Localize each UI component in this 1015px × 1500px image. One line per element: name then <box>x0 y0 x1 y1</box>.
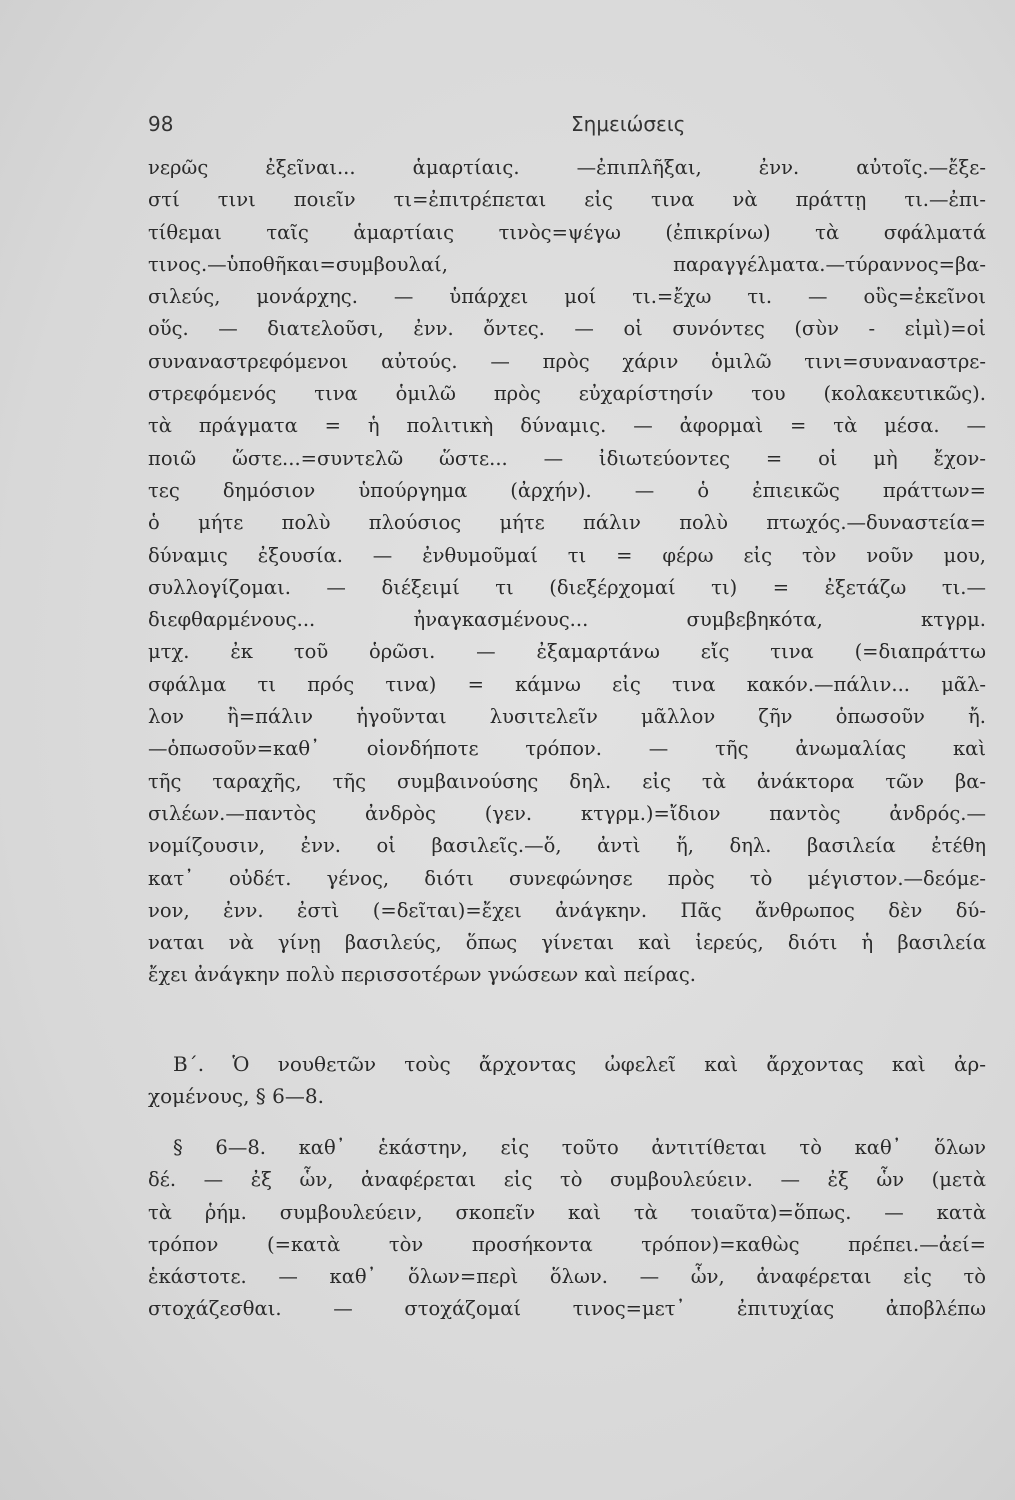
running-title: Σημειώσεις <box>571 112 686 136</box>
text-line: τινος.—ὑποθῆκαι=συμβουλαί, παραγγέλματα.—τύραννος=βα- <box>148 252 986 276</box>
text-line: νομίζουσιν, ἐνν. οἱ βασιλεῖς.—ὅ, ἀντὶ ἥ, δηλ. βασιλεία ἐτέθη <box>148 834 986 858</box>
text-line: τες δημόσιον ὑπούργημα (ἀρχήν). — ὁ ἐπιεικῶς πράττων= <box>148 478 986 502</box>
text-line: σιλεύς, μονάρχης. — ὑπάρχει μοί τι.=ἔχω τι. — οὓς=ἐκεῖνοι <box>148 285 986 309</box>
text-line: ἑκάστοτε. — καθ᾽ ὅλων=περὶ ὅλων. — ὧν, ἀναφέρεται εἰς τὸ <box>148 1265 986 1289</box>
text-line: δύναμις ἐξουσία. — ἐνθυμοῦμαί τι = φέρω εἰς τὸν νοῦν μου, <box>148 543 986 567</box>
text-line: νον, ἐνν. ἐστὶ (=δεῖται)=ἔχει ἀνάγκην. Πᾶς ἄνθρωπος δὲν δύ- <box>148 898 986 922</box>
text-line: ναται νὰ γίνῃ βασιλεύς, ὅπως γίνεται καὶ ἱερεύς, διότι ἡ βασιλεία <box>148 931 986 955</box>
text-line: —ὁπωσοῦν=καθ᾽ οἱονδήποτε τρόπον. — τῆς ἀνωμαλίας καὶ <box>148 737 986 761</box>
text-line: νερῶς ἐξεῖναι... ἁμαρτίαις. —ἐπιπλῆξαι, ἐνν. αὐτοῖς.—ἔξε- <box>148 156 986 179</box>
text-line: στοχάζεσθαι. — στοχάζομαί τινος=μετ᾽ ἐπιτυχίας ἀποβλέπω <box>148 1297 986 1321</box>
text-line: στί τινι ποιεῖν τι=ἐπιτρέπεται εἰς τινα νὰ πράττῃ τι.—ἐπι- <box>148 188 986 212</box>
text-line: στρεφόμενός τινα ὁμιλῶ πρὸς εὐχαρίστησίν του (κολακευτικῶς). <box>148 382 986 406</box>
text-line: μτχ. ἐκ τοῦ ὁρῶσι. — ἐξαμαρτάνω εἴς τινα (=διαπράττω <box>148 640 986 664</box>
notes-paragraph-6-8 <box>148 1132 986 1326</box>
text-line: κατ᾽ οὐδέτ. γένος, διότι συνεφώνησε πρὸς τὸ μέγιστον.—δεόμε- <box>148 866 986 890</box>
text-line: § 6—8. καθ᾽ ἑκάστην, εἰς τοῦτο ἀντιτίθεται τὸ καθ᾽ ὅλων <box>173 1136 986 1159</box>
page-number: 98 <box>148 112 174 136</box>
text-line: ὁ μήτε πολὺ πλούσιος μήτε πάλιν πολὺ πτωχός.—δυναστεία= <box>148 511 986 535</box>
text-line: τὰ ῥήμ. συμβουλεύειν, σκοπεῖν καὶ τὰ τοιαῦτα)=ὅπως. — κατὰ <box>148 1200 986 1224</box>
text-line: οὕς. — διατελοῦσι, ἐνν. ὄντες. — οἱ συνόντες (σὺν - εἰμὶ)=οἱ <box>148 317 986 341</box>
text-line: δέ. — ἐξ ὧν, ἀναφέρεται εἰς τὸ συμβουλεύειν. — ἐξ ὧν (μετὰ <box>148 1168 986 1192</box>
text-line: συναναστρεφόμενοι αὐτούς. — πρὸς χάριν ὁμιλῶ τινι=συναναστρε- <box>148 349 986 373</box>
notes-paragraph <box>148 152 986 992</box>
text-line: συλλογίζομαι. — διέξειμί τι (διεξέρχομαί τι) = ἐξετάζω τι.— <box>148 575 986 599</box>
page-header <box>148 112 975 142</box>
section-b-line: Β΄. Ὁ νουθετῶν τοὺς ἄρχοντας ὠφελεῖ καὶ ἄρχοντας καὶ ἀρ- <box>173 1052 986 1076</box>
text-line: τῆς ταραχῆς, τῆς συμβαινούσης δηλ. εἰς τὰ ἀνάκτορα τῶν βα- <box>148 769 986 793</box>
text-line: σιλέων.—παντὸς ἀνδρὸς (γεν. κτγρμ.)=ἴδιον παντὸς ἀνδρός.— <box>148 801 986 825</box>
section-heading-b <box>148 1048 986 1113</box>
text-line: ποιῶ ὥστε...=συντελῶ ὥστε... — ἰδιωτεύοντες = οἱ μὴ ἔχον- <box>148 446 986 470</box>
text-line: διεφθαρμένους... ἠναγκασμένους... συμβεβηκότα, κτγρμ. <box>148 608 986 632</box>
text-line: τρόπον (=κατὰ τὸν προσήκοντα τρόπον)=καθὼς πρέπει.—ἀεί= <box>148 1232 986 1256</box>
text-line: σφάλμα τι πρός τινα) = κάμνω εἰς τινα κακόν.—πάλιν... μᾶλ- <box>148 672 986 696</box>
text-line: λον ἢ=πάλιν ἡγοῦνται λυσιτελεῖν μᾶλλον ζῆν ὁπωσοῦν ἤ. <box>148 705 986 729</box>
text-line: τὰ πράγματα = ἡ πολιτικὴ δύναμις. — ἀφορμαὶ = τὰ μέσα. — <box>148 414 986 438</box>
section-b-line: χομένους, § 6—8. <box>148 1084 324 1109</box>
text-line: ἔχει ἀνάγκην πολὺ περισσοτέρων γνώσεων καὶ πείρας. <box>148 963 696 987</box>
text-line: τίθεμαι ταῖς ἁμαρτίαις τινὸς=ψέγω (ἐπικρίνω) τὰ σφάλματά <box>148 220 986 244</box>
